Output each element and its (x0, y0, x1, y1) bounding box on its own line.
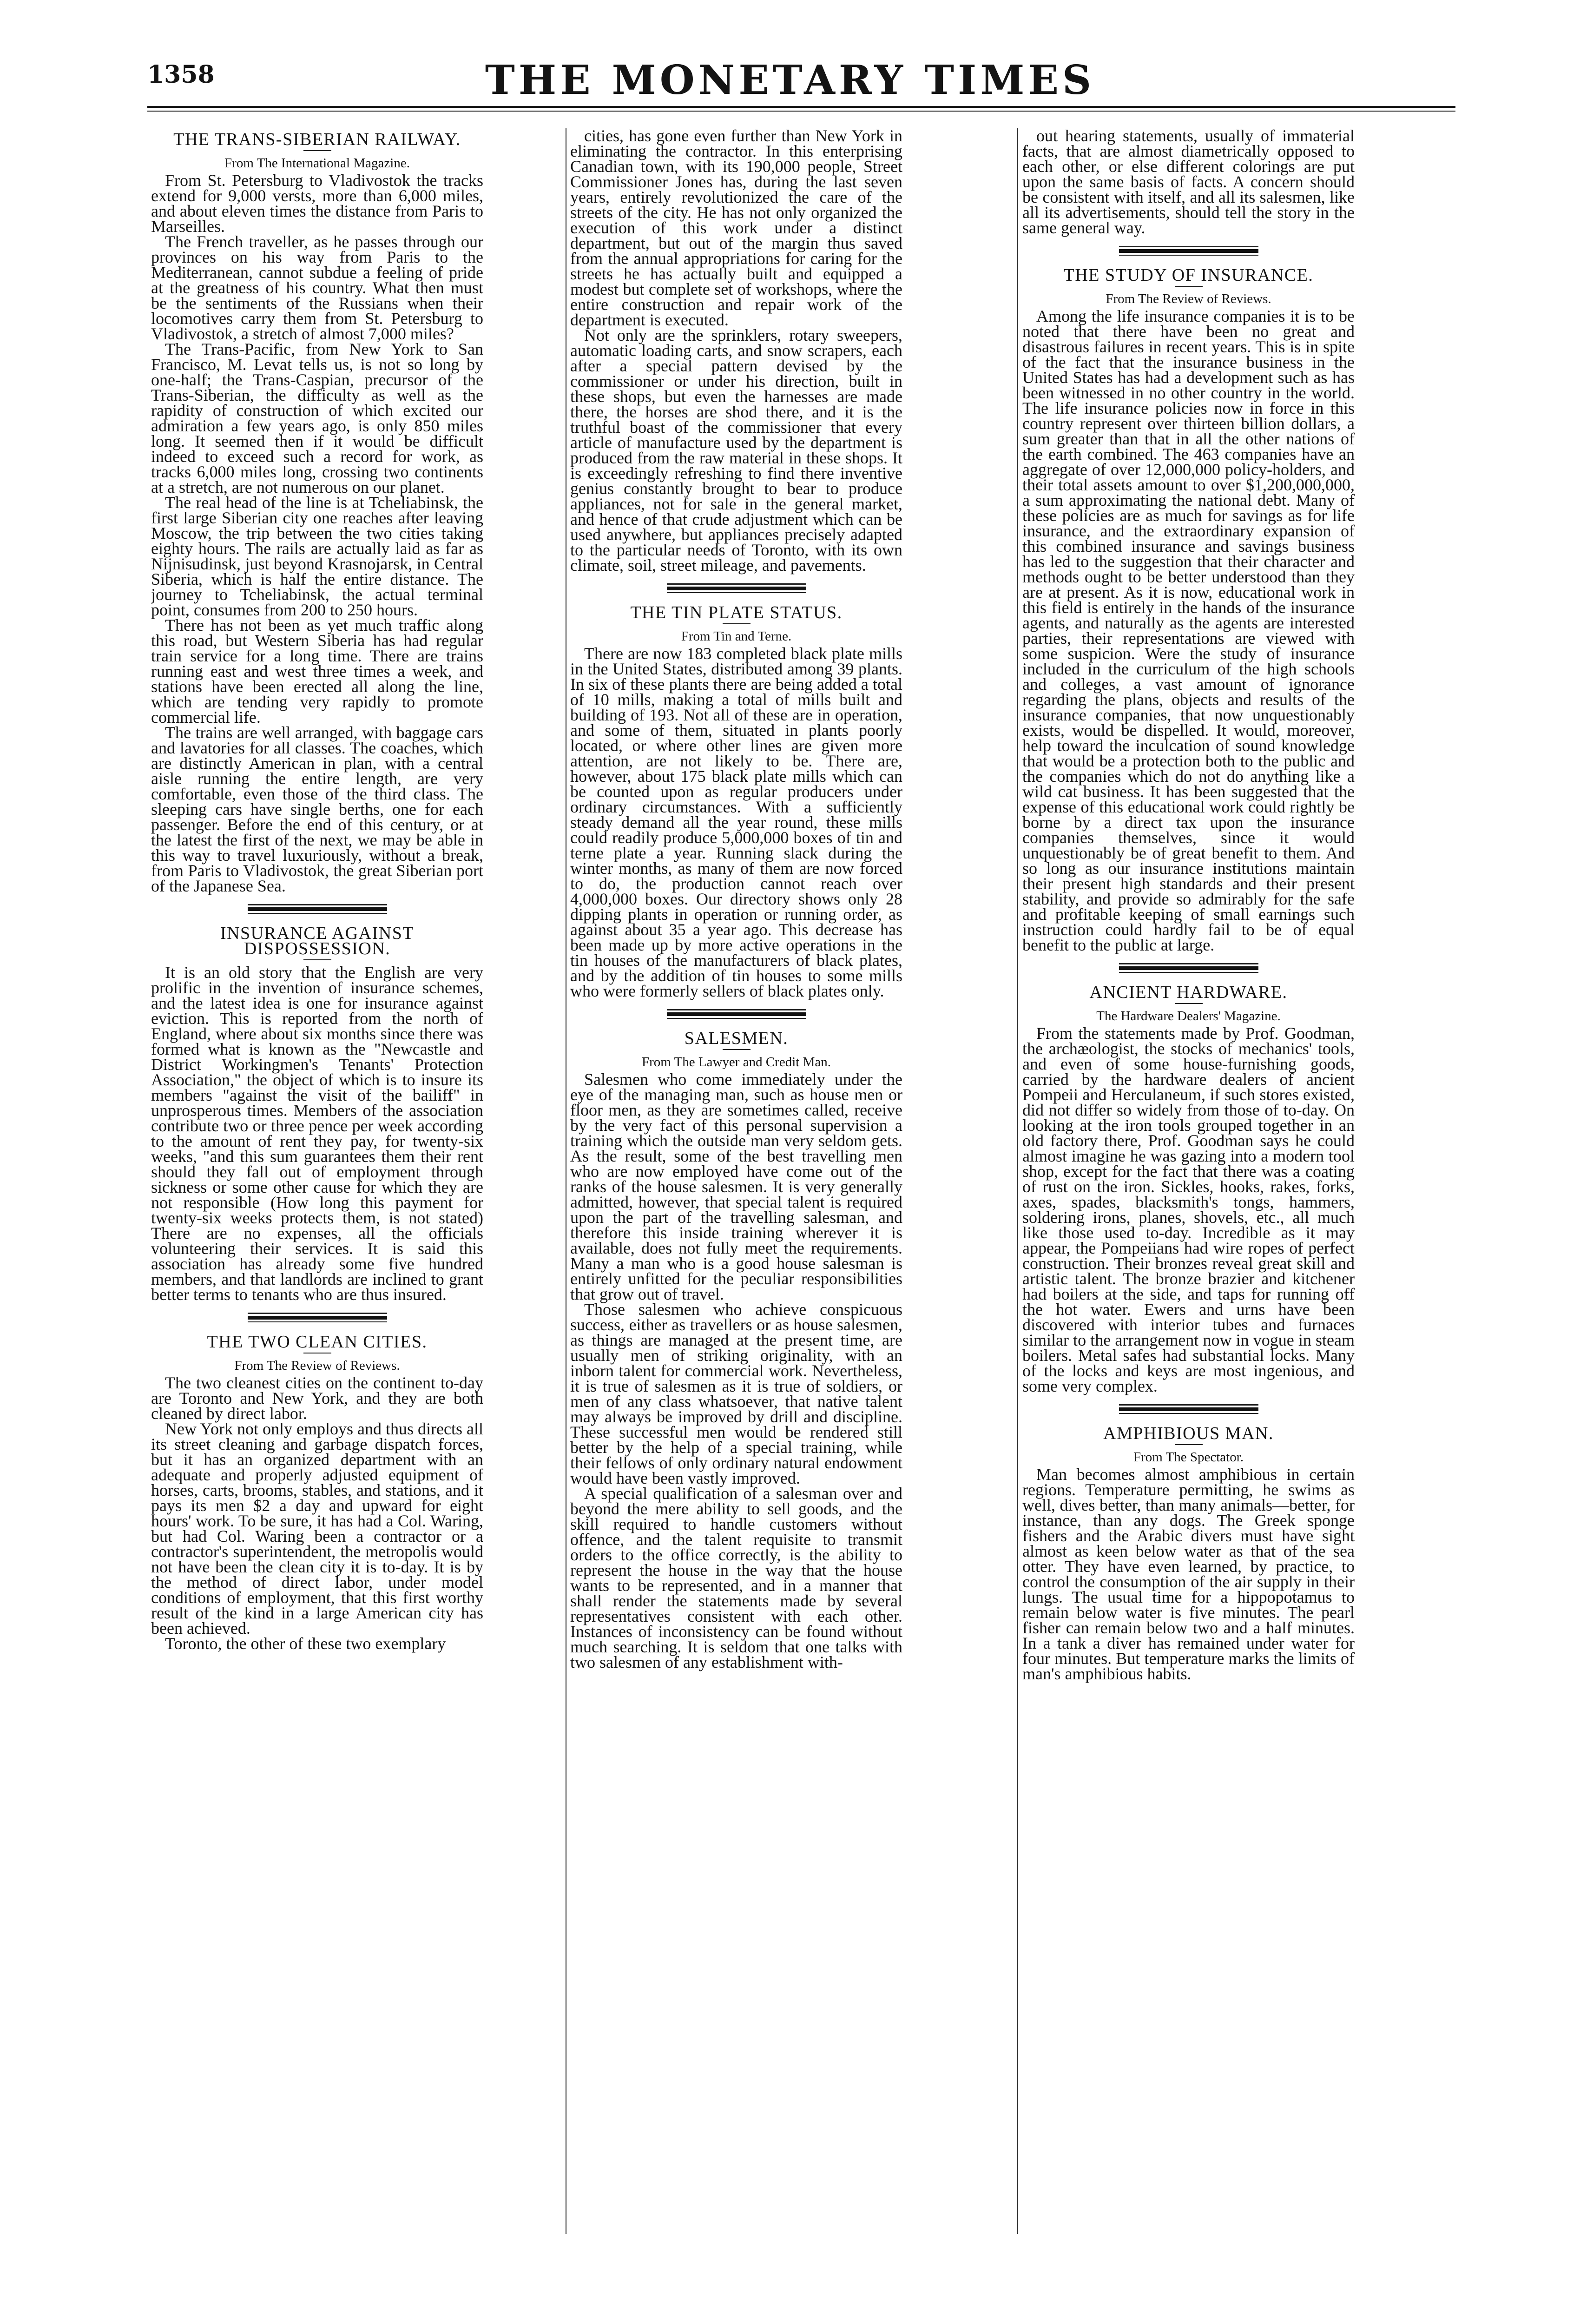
article-paragraph: out hearing statements, usually of immaterial facts, that are almost diametrically opposed to each other, or else different colorings are put upon the same basis of facts. A concern should be consistent with itself, and all its salesmen, like all its advertisements, should tell the story in the same general way. (1022, 128, 1355, 237)
headline-rule (723, 623, 750, 624)
section-divider (667, 1009, 806, 1019)
divider-bar (1119, 249, 1258, 253)
article-paragraph: The two cleanest cities on the continent to-day are Toronto and New York, and they are both cleaned by direct labor. (151, 1373, 483, 1423)
article-paragraph: cities, has gone even further than New York in eliminating the contractor. In this enterprising Canadian town, with its 190,000 people, Street Commissioner Jones has, during the last seven years, entirely revolutionized the care of the streets of the city. He has not only organized the execution of this work under a distinct department, but out of the margin thus saved from the annual appropriations for caring for the streets he has actually built and equipped a modest but complete set of workshops, where the entire construction and repair work of the department is executed. (570, 128, 902, 329)
section-divider (248, 1313, 387, 1322)
article-headline: THE TRANS-SIBERIAN RAILWAY. (173, 130, 461, 149)
article-paragraph: Man becomes almost amphibious in certain regions. Temperature permitting, he swims as well, dives better, than many animals—better, for instance, than any dogs. The Greek sponge fishers and the Arabic divers must have sight almost as keen below water as that of the sea otter. They have even learned, by practice, to control the consumption of the air supply in their lungs. The usual time for a hippopotamus to remain below water is five minutes. The pearl fisher can remain below two and a half minutes. In a tank a diver has remained under water for four minutes. But temperature marks the limits of man's amphibious habits. (1022, 1465, 1355, 1683)
article-amphibious-man (1022, 1426, 1355, 1682)
article-the-trans-siberian-railway (151, 132, 483, 894)
article-paragraph: The Trans-Pacific, from New York to San Francisco, M. Levat tells us, is not so long by one-half; the Trans-Caspian, precursor of the Trans-Siberian, the difficulty as well as the rapidity of construction of which excited our admiration a few years ago, is only 850 miles long. It seemed then if it would be difficult indeed to exceed such a record for work, as tracks 6,000 miles long, crossing two continents at a stretch, are not numerous on our planet. (151, 340, 483, 496)
divider-bar (248, 1316, 387, 1320)
column-2 (570, 128, 902, 2234)
divider-line (1119, 963, 1258, 964)
divider-line (1119, 255, 1258, 256)
headline-rule (303, 150, 331, 151)
section-divider (1119, 963, 1258, 973)
masthead-rule-thin (147, 111, 1455, 112)
section-divider (1119, 246, 1258, 256)
divider-bar (667, 587, 806, 590)
divider-line (1119, 1413, 1258, 1414)
page-number: 1358 (147, 60, 215, 89)
headline-rule (723, 1049, 750, 1050)
column-1 (151, 128, 483, 2234)
article-source: From The Review of Reviews. (234, 1358, 400, 1373)
article-headline: THE STUDY OF INSURANCE. (1063, 265, 1314, 285)
article-the-study-of-insurance (1022, 265, 1355, 954)
article-paragraph: From the statements made by Prof. Goodman, the archæologist, the stocks of mechanics' tools, and even of some house-furnishing goods, carried by the hardware dealers of ancient Pompeii and Herculaneum, if such stores existed, did not differ so widely from those of to-day. On looking at the iron tools grouped together in an old factory there, Prof. Goodman says he could almost imagine he was gazing into a modern tool shop, except for the fact that there was a coating of rust on the iron. Sickles, hooks, rakes, forks, axes, spades, blacksmith's tongs, hammers, soldering irons, planes, shovels, etc., all much like those used to-day. Incredible as it may appear, the Pompeiians had wire ropes of perfect construction. Their bronzes reveal great skill and artistic talent. The bronze brazier and kitchener had boilers at the side, and taps for running off the hot water. Ewers and urns have been discovered with interior tubes and furnaces similar to the arrangement now in vogue in steam boilers. Metal safes had substantial locks. Many of the locks and keys are most ingenious, and some very complex. (1022, 1024, 1355, 1395)
article-headline: THE TIN PLATE STATUS. (630, 603, 843, 622)
article-headline: ANCIENT HARDWARE. (1089, 983, 1288, 1002)
divider-line (1119, 1404, 1258, 1406)
divider-line (667, 583, 806, 585)
section-divider (667, 583, 806, 593)
column-separator (1017, 128, 1018, 2234)
article-source: From The International Magazine. (224, 156, 410, 171)
article-headline: INSURANCE AGAINST DISPOSSESSION. (220, 924, 415, 958)
divider-bar (667, 1012, 806, 1016)
article-source: The Hardware Dealers' Magazine. (1096, 1009, 1281, 1023)
article-paragraph: It is an old story that the English are very prolific in the invention of insurance schemes, and the latest idea is one for insurance against eviction. This is reported from the north of England, where about six months since there was formed what is known as the "Newcastle and District Workingmen's Tenants' Protection Association," the object of which is to insure its members "against the visit of the bailiff" in unprosperous times. Members of the association contribute two or three pence per week according to the amount of rent they pay, for twenty-six weeks, "and this sum guarantees them their rent should they fall out of employment through sickness or some other cause for which they are not responsible (How long this payment for twenty-six weeks protects them, is not stated) There are no expenses, all the officials volunteering their services. It is said this association has already some five hundred members, and that landlords are inclined to grant better terms to tenants who are thus insured. (151, 963, 483, 1304)
divider-line (667, 1009, 806, 1010)
article-salesmen (570, 1031, 902, 1670)
headline-rule (1175, 1003, 1203, 1004)
article-the-tin-plate-status (570, 605, 902, 999)
article-paragraph: The real head of the line is at Tcheliabinsk, the first large Siberian city one reaches after leaving Moscow, the trip between the two cities taking eighty hours. The rails are actually laid as far as Nijnisudinsk, just beyond Krasnojarsk, in Central Siberia, which is half the entire distance. The journey to Tcheliabinsk, the actual terminal point, consumes from 200 to 250 hours. (151, 493, 483, 619)
section-divider (1119, 1404, 1258, 1414)
divider-bar (248, 907, 387, 911)
article-headline: SALESMEN. (684, 1029, 789, 1048)
article-paragraph: Salesmen who come immediately under the eye of the managing man, such as house men or floor men, as they are sometimes called, receive by the very fact of this personal supervision a training which the outside man very seldom gets. As the result, some of the best travelling men who are now employed have come out of the ranks of the house salesmen. It is very generally admitted, however, that special talent is required upon the part of the travelling salesman, and therefore this inside training wherever it is available, does not fully meet the requirements. Many a man who is a good house salesman is entirely unfitted for the peculiar responsibilities that grow out of travel. (570, 1070, 902, 1303)
article-paragraph: Among the life insurance companies it is to be noted that there have been no great and disastrous failures in recent years. This is in spite of the fact that the insurance business in the United States has had a development such as has been witnessed in no other country in the world. The life insurance policies now in force in this country represent over thirteen billion dollars, a sum greater than that in all the other nations of the earth combined. The 463 companies have an aggregate of over 12,000,000 policy-holders, and their total assets amount to over $1,200,000,000, a sum approximating the national debt. Many of these policies are as much for savings as for life insurance, and the extraordinary expansion of this combined insurance and savings business has led to the suggestion that their character and methods ought to be better understood than they are at present. As it is now, educational work in this field is entirely in the hands of the insurance agents, and naturally as the agents are interested parties, their representations are viewed with some suspicion. Were the study of insurance included in the curriculum of the high schools and colleges, a vast amount of ignorance regarding the plans, objects and results of the insurance companies, that now unquestionably exists, would be dispelled. It would, moreover, help toward the inculcation of sound knowledge that would be a protection both to the public and the companies which do not do anything like a wild cat business. It has been suggested that the expense of this educational work could rightly be borne by a direct tax upon the insurance companies themselves, since it would unquestionably be of great benefit to them. And so long as our insurance institutions maintain their present high standards and their present stability, and provide so admirably for the safe and profitable keeping of small earnings such instruction could hardly fail to be of equal benefit to the public at large. (1022, 307, 1355, 954)
headline-rule (1175, 286, 1203, 287)
article-headline: AMPHIBIOUS MAN. (1103, 1424, 1274, 1443)
article-insurance-against-dispossession (151, 926, 483, 1302)
section-divider (248, 904, 387, 914)
divider-line (248, 913, 387, 914)
divider-line (248, 1313, 387, 1314)
article-continuation (1022, 128, 1355, 236)
article-paragraph: A special qualification of a salesman over and beyond the mere ability to sell goods, and the skill required to handle customers without offence, and the talent requisite to transmit orders to the office correctly, is the ability to represent the house in the way that the house wants to be represented, and in a manner that shall render the statements made by several representatives consistent with each other. Instances of inconsistency can be found without much searching. It is seldom that one talks with two salesmen of any establishment with- (570, 1484, 902, 1671)
divider-line (1119, 972, 1258, 973)
divider-bar (1119, 1407, 1258, 1411)
article-paragraph: The French traveller, as he passes through our provinces on his way from Paris to the Mediterranean, cannot subdue a feeling of pride at the greatness of his country. What then must be the sentiments of the Russians when their locomotives carry them from St. Petersburg to Vladivostok, a stretch of almost 7,000 miles? (151, 232, 483, 343)
article-paragraph: Toronto, the other of these two exemplary (165, 1634, 446, 1653)
article-headline: THE TWO CLEAN CITIES. (207, 1332, 428, 1352)
article-paragraph: There has not been as yet much traffic along this road, but Western Siberia has had regular train service for a long time. There are trains running east and west three times a week, and stations have been erected all along the line, which are tending very rapidly to promote commercial life. (151, 616, 483, 726)
article-source: From The Spectator. (1133, 1450, 1244, 1465)
masthead: THE MONETARY TIMES (485, 57, 1095, 104)
article-paragraph: Not only are the sprinklers, rotary sweepers, automatic loading carts, and snow scrapers, each after a special pattern devised by the commissioner or under his direction, built in these shops, but even the harnesses are made there, the horses are shod there, and it is the truthful boast of the commissioner that every article of manufacture used by the department is produced from the raw material in these shops. It is exceedingly refreshing to find there inventive genius constantly brought to bear to produce appliances, not for sale in the general market, and hence of that crude adjustment which can be used anywhere, but appliances precisely adapted to the particular needs of Toronto, with its own climate, soil, street mileage, and pavements. (570, 326, 902, 574)
headline-rule (303, 959, 331, 960)
article-paragraph: New York not only employs and thus directs all its street cleaning and garbage dispatch forces, but it has an organized department with an adequate and properly adjusted equipment of horses, carts, brooms, stables, and stations, and it pays its men $2 a day and upward for eight hours' work. To be sure, it has had a Col. Waring, but had Col. Waring been a contractor or a contractor's superintendent, the metropolis would not have been the clean city it is to-day. It is by the method of direct labor, under model conditions of employment, that this first worthy result of the kind in a large American city has been achieved. (151, 1419, 483, 1637)
article-source: From The Lawyer and Credit Man. (642, 1055, 831, 1070)
article-paragraph: Those salesmen who achieve conspicuous success, either as travellers or as house salesmen, as things are managed at the present time, are usually men of striking originality, with an inborn talent for commercial work. Nevertheless, it is true of salesmen as it is true of soldiers, or men of any class whatsoever, that native talent may always be improved by drill and discipline. These successful men would be rendered still better by the help of a special training, while their fellows of only ordinary natural endowment would have been vastly improved. (570, 1300, 902, 1487)
divider-line (248, 1321, 387, 1322)
article-ancient-hardware (1022, 985, 1355, 1394)
article-paragraph: The trains are well arranged, with baggage cars and lavatories for all classes. The coaches, which are distinctly American in plan, with a central aisle running the entire length, are very comfortable, even those of the third class. The sleeping cars have single berths, one for each passenger. Before the end of this century, or at the latest the first of the next, we may be able in this way to travel luxuriously, without a break, from Paris to Vladivostok, the great Siberian port of the Japanese Sea. (151, 723, 483, 895)
article-source: From Tin and Terne. (681, 629, 792, 644)
divider-line (1119, 246, 1258, 247)
masthead-rule-thick (147, 106, 1455, 108)
divider-line (667, 592, 806, 593)
article-paragraph: There are now 183 completed black plate mills in the United States, distributed among 39 plants. In six of these plants there are being added a total of 10 mills, making a total of mills built and building of 193. Not all of these are in operation, and some of them, situated in plants poorly located, or where other lines are given more attention, are not likely to be. There are, however, about 175 black plate mills which can be counted upon as regular producers under ordinary circumstances. With a sufficiently steady demand all the year round, these mills could readily produce 5,000,000 boxes of tin and terne plate a year. Running slack during the winter months, as many of them are now forced to do, the production cannot reach over 4,000,000 boxes. Our directory shows only 28 dipping plants in operation or running order, as against about 35 a year ago. This decrease has been made up by more active operations in the tin houses of the manufacturers of black plates, and by the addition of tin houses to some mills who were formerly sellers of black plates only. (570, 644, 902, 1000)
divider-line (248, 904, 387, 905)
article-continuation (570, 128, 902, 573)
article-the-two-clean-cities (151, 1334, 483, 1651)
headline-rule (1175, 1444, 1203, 1445)
column-3 (1022, 128, 1355, 2234)
divider-bar (1119, 966, 1258, 970)
article-paragraph: From St. Petersburg to Vladivostok the tracks extend for 9,000 versts, more than 6,000 miles, and about eleven times the distance from Paris to Marseilles. (151, 171, 483, 236)
article-source: From The Review of Reviews. (1106, 291, 1271, 306)
divider-line (667, 1018, 806, 1019)
